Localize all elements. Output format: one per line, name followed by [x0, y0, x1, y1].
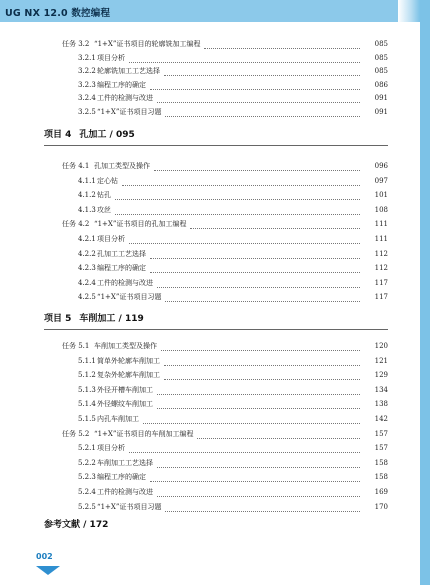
entry-number: 3.2.2 — [78, 67, 96, 75]
leader-dots — [150, 475, 360, 482]
entry-number: 5.2.5 — [78, 502, 96, 511]
toc-subentry[interactable] — [0, 175, 430, 187]
entry-title: 外径螺纹车削加工 — [97, 400, 153, 409]
entry-title: 工件的检测与改进 — [97, 488, 153, 496]
entry-page-number: 108 — [374, 205, 388, 214]
entry-page-number: 101 — [374, 191, 388, 200]
entry-number: 4.1.1 — [78, 176, 96, 185]
entry-title: 编程工序的确定 — [97, 473, 146, 482]
toc-subentry[interactable] — [0, 277, 430, 289]
toc-subentry[interactable] — [0, 413, 430, 425]
chapter-rule — [44, 329, 388, 330]
leader-dots — [204, 42, 360, 49]
entry-page-number: 097 — [374, 176, 388, 185]
entry-title: “1+X”证书项目习题 — [97, 107, 162, 116]
leader-dots — [129, 237, 360, 244]
leader-dots — [150, 83, 360, 90]
toc-task-entry[interactable] — [0, 38, 430, 50]
entry-title: “1+X”证书项目的轮廓铣加工编程 — [94, 40, 201, 48]
entry-page-number: 158 — [374, 458, 388, 467]
toc-subentry[interactable] — [0, 189, 430, 201]
chapter-rule — [44, 145, 388, 146]
leader-dots — [150, 266, 360, 273]
entry-number: 4.2.5 — [78, 293, 96, 302]
entry-number: 任务 5.2 — [62, 429, 90, 438]
chapter-heading-5[interactable] — [44, 312, 144, 326]
entry-page-number: 169 — [374, 488, 388, 496]
toc-subentry[interactable] — [0, 248, 430, 260]
entry-title: 工件的检测与改进 — [97, 278, 153, 287]
entry-number: 4.2.1 — [78, 235, 96, 243]
entry-title: “1+X”证书项目习题 — [97, 293, 162, 302]
entry-page-number: 111 — [374, 235, 388, 243]
entry-number: 4.2.4 — [78, 278, 96, 287]
entry-title: 内孔车削加工 — [97, 415, 139, 423]
entry-title: 项目分析 — [97, 235, 125, 243]
toc-subentry[interactable] — [0, 471, 430, 483]
toc-subentry[interactable] — [0, 486, 430, 498]
leader-dots — [154, 164, 360, 171]
entry-page-number: 091 — [374, 107, 388, 116]
entry-page-number: 157 — [374, 444, 388, 453]
leader-dots — [115, 193, 360, 200]
entry-title: 孔加工工艺选择 — [97, 249, 146, 258]
leader-dots — [157, 96, 360, 103]
entry-page-number: 091 — [374, 94, 388, 102]
toc-task-entry[interactable] — [0, 428, 430, 440]
entry-title: 项目分析 — [97, 53, 125, 62]
entry-number: 4.1.2 — [78, 191, 96, 200]
leader-dots — [197, 432, 360, 439]
entry-title: 编程工序的确定 — [97, 264, 146, 273]
leader-dots — [129, 446, 360, 453]
entry-title: 孔加工类型及操作 — [94, 162, 150, 170]
toc-subentry[interactable] — [0, 398, 430, 410]
entry-page-number: 111 — [374, 220, 388, 229]
leader-dots — [115, 208, 360, 215]
toc-subentry[interactable] — [0, 233, 430, 245]
chapter-title: 车削加工 / 119 — [79, 314, 144, 324]
entry-page-number: 134 — [374, 385, 388, 394]
entry-title: “1+X”证书项目的孔加工编程 — [94, 220, 187, 229]
entry-number: 3.2.5 — [78, 107, 96, 116]
leader-dots — [165, 295, 360, 302]
entry-page-number: 120 — [374, 342, 388, 350]
entry-number: 3.2.3 — [78, 80, 96, 89]
leader-dots — [129, 56, 360, 63]
entry-number: 5.1.2 — [78, 371, 96, 380]
entry-page-number: 085 — [374, 67, 388, 75]
toc-subentry[interactable] — [0, 92, 430, 104]
entry-page-number: 121 — [374, 356, 388, 365]
leader-dots — [157, 281, 360, 288]
entry-number: 3.2.1 — [78, 53, 96, 62]
entry-page-number: 158 — [374, 473, 388, 482]
leader-dots — [190, 222, 360, 229]
entry-number: 5.2.4 — [78, 488, 96, 496]
toc-task-entry[interactable] — [0, 340, 430, 352]
references-heading[interactable]: 参考文献 / 172 — [44, 520, 109, 530]
toc-subentry[interactable] — [0, 291, 430, 303]
entry-page-number: 096 — [374, 162, 388, 170]
toc-task-entry[interactable] — [0, 218, 430, 230]
entry-page-number: 112 — [374, 249, 388, 258]
toc-subentry[interactable] — [0, 457, 430, 469]
entry-number: 5.1.3 — [78, 385, 96, 394]
entry-number: 5.1.4 — [78, 400, 96, 409]
leader-dots — [161, 344, 360, 351]
toc-subentry[interactable] — [0, 369, 430, 381]
toc-subentry[interactable] — [0, 204, 430, 216]
entry-page-number: 142 — [374, 415, 388, 423]
leader-dots — [164, 69, 360, 76]
entry-page-number: 117 — [374, 293, 388, 302]
toc-subentry[interactable] — [0, 442, 430, 454]
leader-dots — [157, 388, 360, 395]
toc-subentry[interactable] — [0, 355, 430, 367]
entry-title: 攻丝 — [97, 205, 111, 214]
entry-number: 任务 4.1 — [62, 162, 90, 170]
entry-title: 外径开槽车削加工 — [97, 385, 153, 394]
toc-subentry[interactable] — [0, 65, 430, 77]
entry-number: 4.2.3 — [78, 264, 96, 273]
entry-title: 工件的检测与改进 — [97, 94, 153, 102]
entry-number: 任务 4.2 — [62, 220, 90, 229]
entry-page-number: 138 — [374, 400, 388, 409]
leader-dots — [122, 179, 360, 186]
chapter-label: 项目 5 — [44, 314, 72, 324]
entry-number: 4.2.2 — [78, 249, 96, 258]
leader-dots — [143, 417, 360, 424]
entry-title: “1+X”证书项目的车削加工编程 — [94, 429, 194, 438]
toc-task-entry[interactable] — [0, 160, 430, 172]
entry-page-number: 112 — [374, 264, 388, 273]
leader-dots — [164, 359, 360, 366]
entry-number: 任务 5.1 — [62, 342, 90, 350]
chapter-label: 项目 4 — [44, 130, 72, 140]
entry-number: 5.2.1 — [78, 444, 96, 453]
entry-title: 项目分析 — [97, 444, 125, 453]
entry-page-number: 170 — [374, 502, 388, 511]
chapter-heading-4[interactable] — [44, 128, 135, 142]
entry-title: 复杂外轮廓车削加工 — [97, 371, 160, 380]
entry-page-number: 117 — [374, 278, 388, 287]
book-title: UG NX 12.0 数控编程 — [5, 8, 111, 19]
entry-number: 5.1.5 — [78, 415, 96, 423]
leader-dots — [157, 461, 360, 468]
entry-page-number: 085 — [374, 40, 388, 48]
leader-dots — [150, 252, 360, 259]
entry-title: 车削加工类型及操作 — [94, 342, 157, 350]
entry-page-number: 157 — [374, 429, 388, 438]
entry-title: “1+X”证书项目习题 — [97, 502, 162, 511]
entry-number: 5.2.3 — [78, 473, 96, 482]
entry-number: 3.2.4 — [78, 94, 96, 102]
entry-number: 5.2.2 — [78, 458, 96, 467]
leader-dots — [157, 490, 360, 497]
entry-title: 轮廓铣加工工艺选择 — [97, 67, 160, 75]
entry-page-number: 129 — [374, 371, 388, 380]
toc-subentry[interactable] — [0, 501, 430, 513]
entry-title: 车削加工工艺选择 — [97, 458, 153, 467]
toc-subentry[interactable] — [0, 79, 430, 91]
entry-number: 任务 3.2 — [62, 40, 90, 48]
page-number: 002 — [36, 552, 53, 561]
entry-title: 编程工序的确定 — [97, 80, 146, 89]
entry-title: 钻孔 — [97, 191, 111, 200]
leader-dots — [165, 110, 360, 117]
leader-dots — [165, 505, 360, 512]
leader-dots — [164, 373, 360, 380]
leader-dots — [157, 402, 360, 409]
toc-subentry[interactable] — [0, 262, 430, 274]
entry-title: 定心钻 — [97, 176, 118, 185]
toc-subentry[interactable] — [0, 52, 430, 64]
toc-subentry[interactable] — [0, 384, 430, 396]
entry-title: 简单外轮廓车削加工 — [97, 356, 160, 365]
toc-subentry[interactable] — [0, 106, 430, 118]
chapter-title: 孔加工 / 095 — [79, 130, 135, 140]
page-marker-triangle — [36, 566, 60, 575]
entry-page-number: 086 — [374, 80, 388, 89]
entry-number: 4.1.3 — [78, 205, 96, 214]
entry-number: 5.1.1 — [78, 356, 96, 365]
entry-page-number: 085 — [374, 53, 388, 62]
